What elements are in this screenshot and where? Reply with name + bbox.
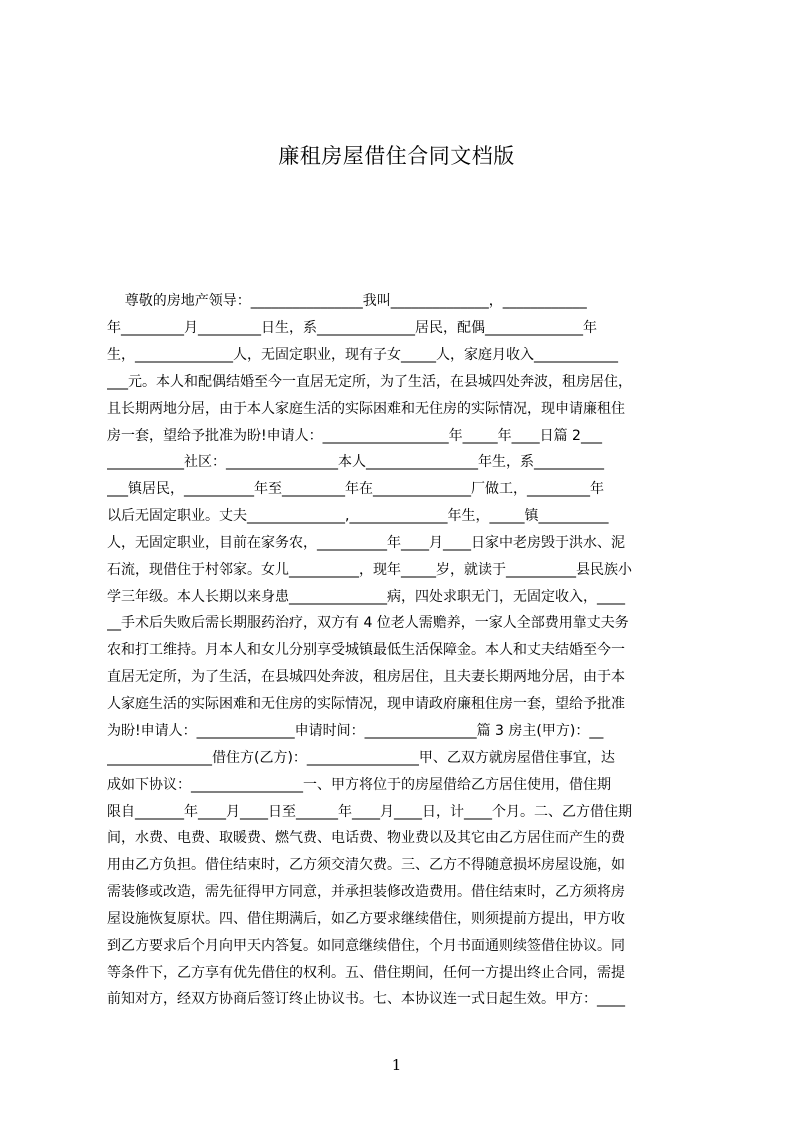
body-text-line: 学三年级。本人长期以来身患______________病，四处求职无门，无固定收入，____ xyxy=(107,589,625,605)
body-text-line: 前知对方，经双方协商后签订终止协议书。七、本协议连一式日起生效。甲方：____ xyxy=(107,991,625,1007)
body-text-line: 直居无定所，为了生活，在县城四处奔波，租房居住，且夫妻长期两地分居，由于本 xyxy=(107,669,625,685)
document-title: 廉租房屋借住合同文档版 xyxy=(278,144,515,168)
body-text-line: 屋设施恢复原状。四、借住期满后，如乙方要求继续借住，则须提前方提出，甲方收 xyxy=(107,911,625,927)
body-text-line: 用由乙方负担。借住结束时，乙方须交清欠费。三、乙方不得随意损坏房屋设施，如 xyxy=(107,857,625,873)
body-text-line: 石流，现借住于村邻家。女儿__________，现年_____岁，就读于__________县民族小 xyxy=(107,562,632,578)
body-text-line: 为盼!申请人：______________申请时间：________________篇 3 房主(甲方)：__ xyxy=(107,723,604,739)
body-text-line: 等条件下，乙方享有优先借住的权利。五、借住期间，任何一方提出终止合同，需提 xyxy=(107,965,625,981)
body-text-line: 且长期两地分居，由于本人家庭生活的实际困难和无住房的实际情况，现申请廉租住 xyxy=(107,401,625,417)
body-text-line: 成如下协议：________________一、甲方将位于的房屋借给乙方居住使用，借住期 xyxy=(107,777,611,793)
page-number: 1 xyxy=(391,1056,402,1074)
body-text-line: 房一套，望给予批准为盼!申请人：__________________年_____年____日篇 2___ xyxy=(107,428,602,444)
body-text-line: 到乙方要求后个月向甲天内答复。如同意继续借住，个月书面通则续签借住协议。同 xyxy=(107,938,625,954)
body-text-line: ___元。本人和配偶结婚至今一直居无定所，为了生活，在县城四处奔波，租房居住， xyxy=(107,374,632,390)
body-text-line: ___________社区：________________本人________________年生，系__________ xyxy=(107,454,604,470)
body-text-line: __手术后失败后需长期服药治疗，双方有 4 位老人需赡养，一家人全部费用靠丈夫务 xyxy=(107,615,629,631)
body-text-line: 需装修或改造，需先征得甲方同意，并承担装修改造费用。借住结束时，乙方须将房 xyxy=(107,884,625,900)
body-text-line: 人，无固定职业，目前在家务农，__________年____月____日家中老房毁于洪水、泥 xyxy=(107,535,625,551)
body-text-line: 尊敬的房地产领导：________________我叫______________，____________ xyxy=(107,293,587,309)
body-text-line: 以后无固定职业。丈夫______________,______________年生，_____镇__________ xyxy=(107,508,609,524)
body-text-line: 限自_______年____月____日至______年____月____日，计____个月。二、乙方借住期 xyxy=(107,804,632,820)
body-text-line: ___镇居民，__________年至_________年在______________厂做工，_________年 xyxy=(107,481,604,497)
body-text-line: 间，水费、电费、取暖费、燃气费、电话费、物业费以及其它由乙方居住而产生的费 xyxy=(107,830,625,846)
body-text-line: 农和打工维持。月本人和女儿分别享受城镇最低生活保障金。本人和丈夫结婚至今一 xyxy=(107,642,625,658)
body-text-line: 人家庭生活的实际困难和无住房的实际情况，现申请政府廉租住房一套，望给予批准 xyxy=(107,696,625,712)
body-text-line: 年_________月_________日生，系______________居民，配偶______________年 xyxy=(107,320,597,336)
body-text-line: 生，______________人，无固定职业，现有子女_____人，家庭月收入____________ xyxy=(107,347,618,363)
body-text-line: _______________借住方(乙方)：________________甲、乙双方就房屋借住事宜，达 xyxy=(107,750,615,766)
